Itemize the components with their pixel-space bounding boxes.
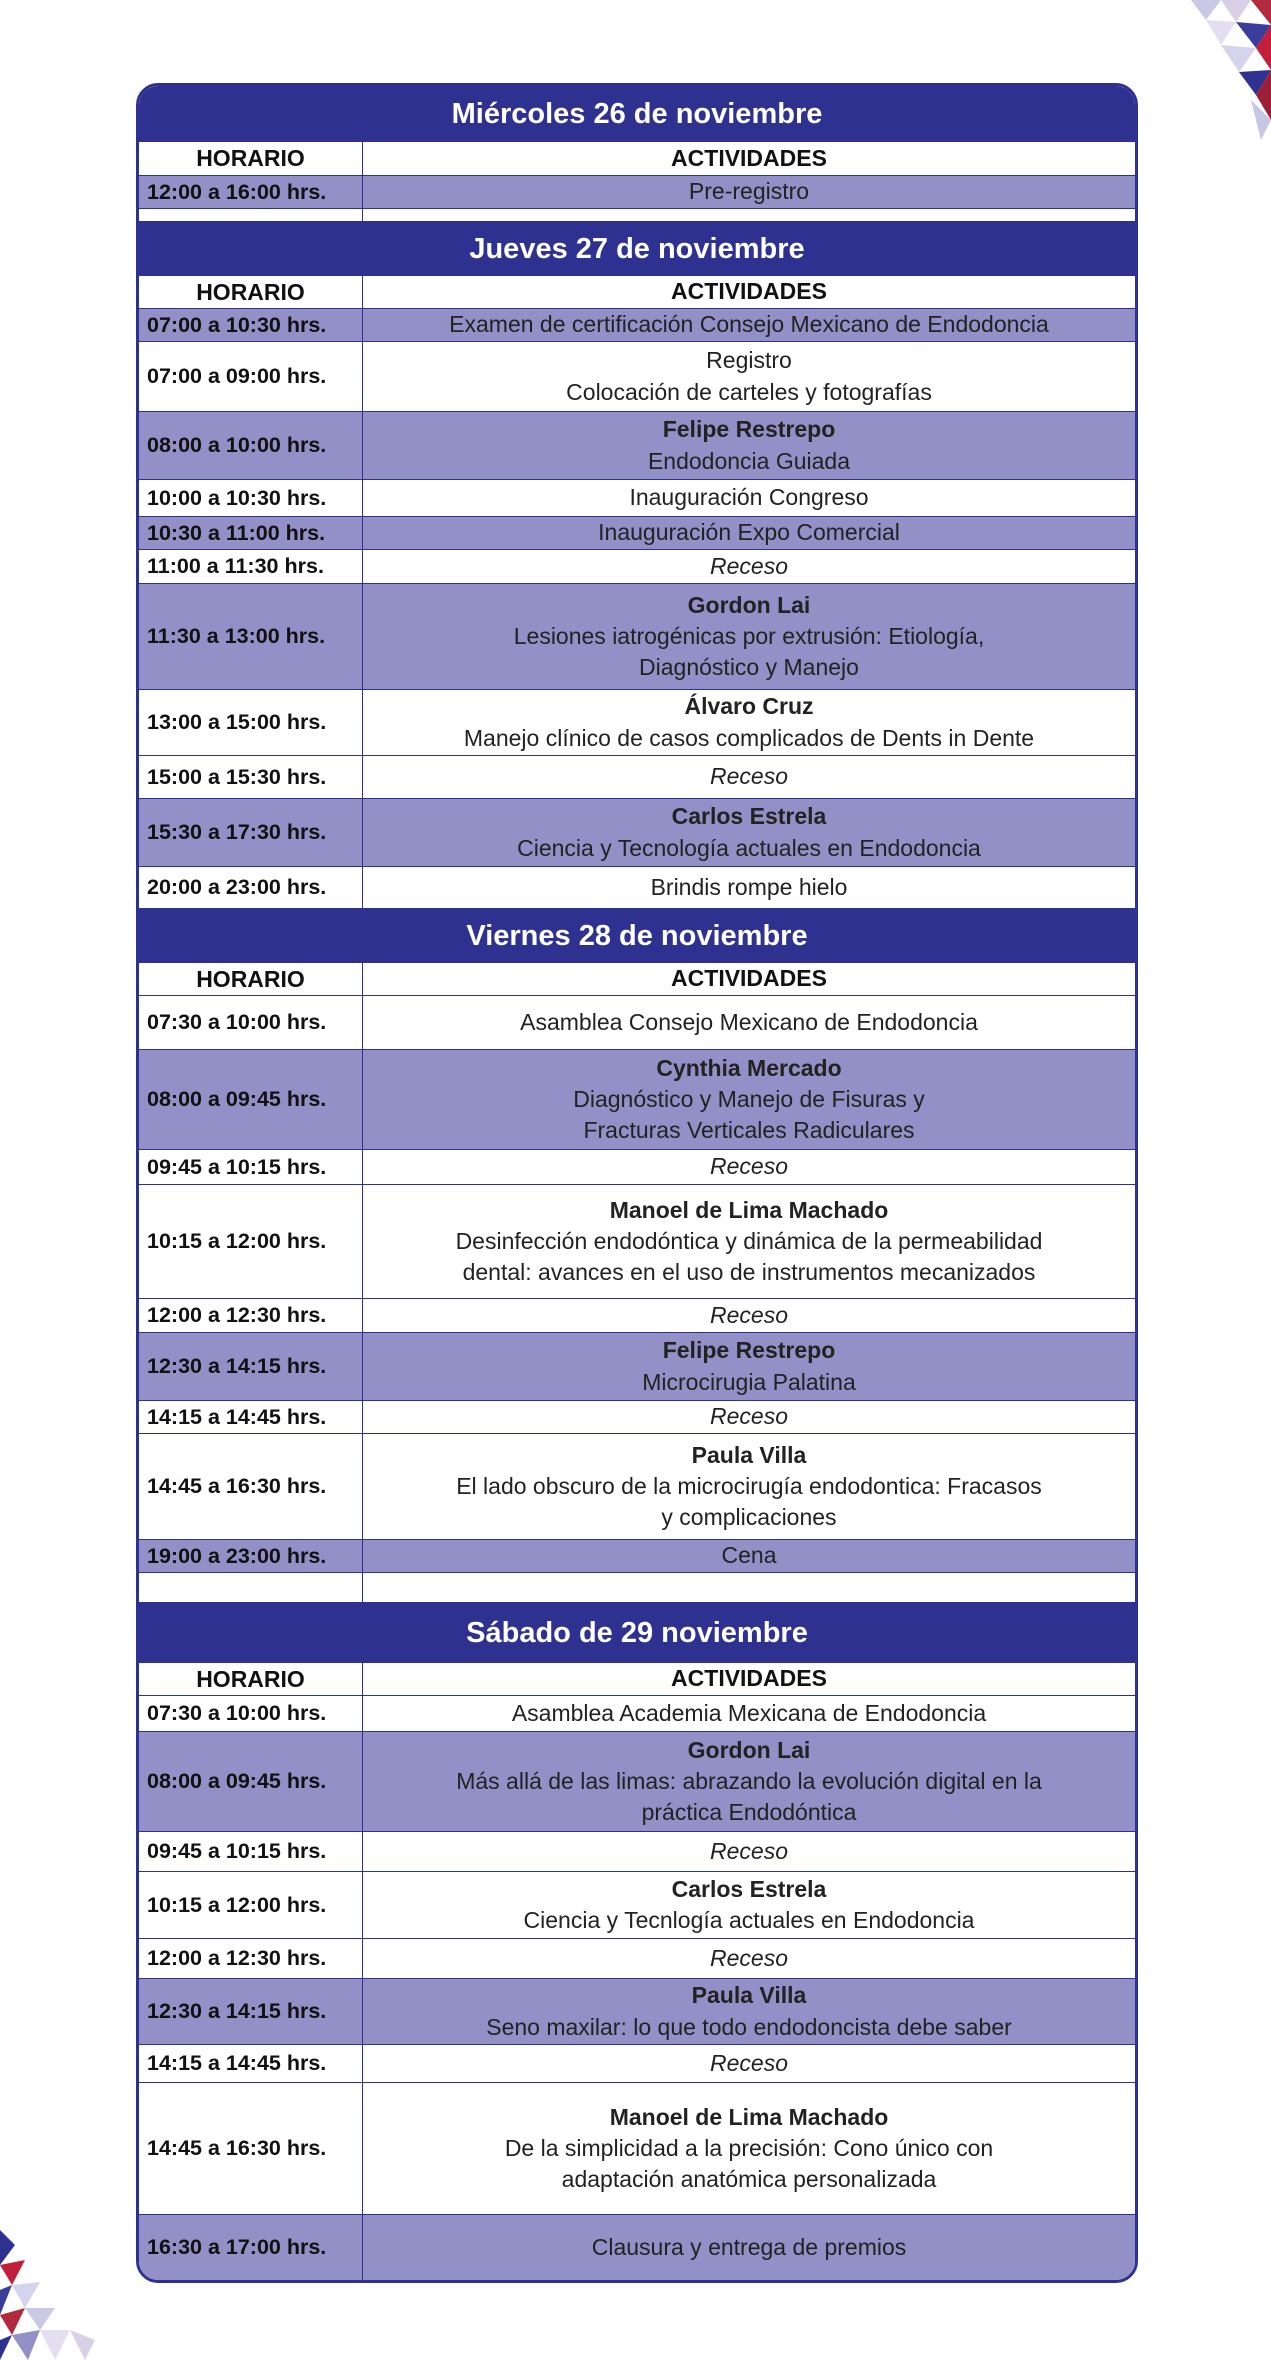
table-row [139,1832,1135,1872]
row-time: 12:00 a 12:30 hrs. [139,1299,363,1332]
table-row [139,1732,1135,1832]
activity-line: Receso [710,552,788,579]
row-time: 09:45 a 10:15 hrs. [139,1832,363,1871]
schedule-table [136,83,1138,2283]
activity-line: Ciencia y Tecnología actuales en Endodoncia [517,834,981,861]
row-time: 07:00 a 10:30 hrs. [139,309,363,341]
table-row [139,799,1135,867]
table-row [139,1434,1135,1540]
speaker-name: Gordon Lai [687,1736,811,1763]
activity-line: Receso [710,1153,788,1180]
row-time: 08:00 a 10:00 hrs. [139,412,363,479]
row-time: 12:00 a 16:00 hrs. [139,176,363,208]
activity-line: Desinfección endodóntica y dinámica de la permeabilidad [455,1227,1043,1254]
speaker-name: Manoel de Lima Machado [609,2103,889,2130]
column-header-time: HORARIO [139,963,363,995]
row-time: 16:30 a 17:00 hrs. [139,2215,363,2280]
table-row [139,2045,1135,2083]
table-row [139,517,1135,550]
table-row [139,1185,1135,1299]
activity-line: práctica Endodóntica [641,1799,857,1826]
table-row [139,867,1135,909]
speaker-name: Cynthia Mercado [656,1054,842,1081]
row-time: 08:00 a 09:45 hrs. [139,1050,363,1149]
column-header-activities: ACTIVIDADES [671,278,827,305]
table-row [139,756,1135,799]
activity-line: Brindis rompe hielo [650,873,848,900]
row-time: 10:15 a 12:00 hrs. [139,1872,363,1938]
row-time: 10:00 a 10:30 hrs. [139,480,363,516]
day-header-wednesday: Miércoles 26 de noviembre [139,86,1135,142]
column-header-row [139,276,1135,309]
row-time: 20:00 a 23:00 hrs. [139,867,363,908]
table-row [139,1333,1135,1401]
table-row [139,412,1135,480]
activity-line: Asamblea Academia Mexicana de Endodoncia [511,1699,987,1726]
row-time: 08:00 a 09:45 hrs. [139,1732,363,1831]
activity-line: Colocación de carteles y fotografías [566,378,932,405]
table-row [139,1150,1135,1185]
column-header-time: HORARIO [139,276,363,308]
activity-line: El lado obscuro de la microcirugía endodontica: Fracasos [456,1472,1042,1499]
row-time: 13:00 a 15:00 hrs. [139,690,363,755]
activity-line: Receso [710,2049,788,2076]
row-time: 12:30 a 14:15 hrs. [139,1979,363,2044]
activity-line: Receso [710,1944,788,1971]
activity-line: Diagnóstico y Manejo [639,654,859,681]
row-time: 14:15 a 14:45 hrs. [139,1401,363,1433]
activity-line: y complicaciones [661,1504,837,1531]
table-row [139,1939,1135,1979]
spacer-row [139,209,1135,222]
table-row [139,996,1135,1050]
table-row [139,480,1135,517]
column-header-time: HORARIO [139,1663,363,1695]
row-time: 10:15 a 12:00 hrs. [139,1185,363,1298]
row-time: 19:00 a 23:00 hrs. [139,1540,363,1572]
activity-line: Cena [721,1542,777,1569]
activity-line: Más allá de las limas: abrazando la evolución digital en la [456,1767,1042,1794]
corner-cube-pattern-top-right [1151,0,1271,150]
row-time: 11:00 a 11:30 hrs. [139,550,363,583]
column-header-row [139,142,1135,176]
column-header-time: HORARIO [139,142,363,175]
column-header-row [139,963,1135,996]
row-time: 15:00 a 15:30 hrs. [139,756,363,798]
activity-line: Receso [710,1301,788,1328]
row-time: 14:45 a 16:30 hrs. [139,1434,363,1539]
activity-line: Ciencia y Tecnlogía actuales en Endodoncia [523,1907,975,1933]
speaker-name: Felipe Restrepo [662,416,836,443]
table-row [139,1401,1135,1434]
activity-line: adaptación anatómica personalizada [561,2166,937,2193]
speaker-name: Felipe Restrepo [662,1337,836,1364]
row-time: 07:30 a 10:00 hrs. [139,996,363,1049]
day-header-thursday: Jueves 27 de noviembre [139,222,1135,276]
spacer-row [139,1573,1135,1603]
day-header-saturday: Sábado de 29 noviembre [139,1603,1135,1663]
speaker-name: Manoel de Lima Machado [609,1196,889,1223]
row-time: 12:30 a 14:15 hrs. [139,1333,363,1400]
table-row [139,309,1135,342]
row-time: 07:30 a 10:00 hrs. [139,1696,363,1731]
activity-line: Receso [710,1403,788,1430]
table-row [139,1540,1135,1573]
activity-line: Fracturas Verticales Radiculares [583,1117,915,1144]
table-row [139,2215,1135,2280]
row-time: 09:45 a 10:15 hrs. [139,1150,363,1184]
table-row [139,2083,1135,2215]
column-header-activities: ACTIVIDADES [671,1665,827,1692]
activity-line: De la simplicidad a la precisión: Cono único con [504,2134,994,2161]
speaker-name: Carlos Estrela [671,803,827,830]
row-time: 11:30 a 13:00 hrs. [139,584,363,689]
table-row [139,176,1135,209]
table-row [139,1696,1135,1732]
activity-line: Microcirugia Palatina [642,1368,856,1395]
activity-line: Seno maxilar: lo que todo endodoncista debe saber [486,2013,1012,2040]
table-row [139,550,1135,584]
activity-line: Examen de certificación Consejo Mexicano de Endodoncia [449,311,1049,338]
row-time: 07:00 a 09:00 hrs. [139,342,363,411]
column-header-row [139,1663,1135,1696]
activity-line: Inauguración Expo Comercial [598,519,900,546]
day-header-friday: Viernes 28 de noviembre [139,909,1135,963]
table-row [139,1050,1135,1150]
activity-line: Pre-registro [688,178,810,205]
row-time: 14:15 a 14:45 hrs. [139,2045,363,2082]
table-row [139,584,1135,690]
table-row [139,690,1135,756]
row-time: 15:30 a 17:30 hrs. [139,799,363,866]
activity-line: Receso [710,763,788,790]
table-row [139,1299,1135,1333]
row-activity [363,176,1135,208]
activity-line: Diagnóstico y Manejo de Fisuras y [573,1085,925,1112]
activity-line: Inauguración Congreso [629,484,869,511]
activity-line: dental: avances en el uso de instrumentos mecanizados [462,1259,1036,1286]
speaker-name: Carlos Estrela [671,1875,827,1902]
column-header-activities: ACTIVIDADES [671,144,827,171]
activity-line: Receso [710,1837,788,1864]
table-row [139,1979,1135,2045]
corner-cube-pattern-bottom-left [0,2230,110,2360]
activity-line: Clausura y entrega de premios [591,2233,907,2260]
activity-line: Lesiones iatrogénicas por extrusión: Etiología, [513,622,985,649]
row-time: 14:45 a 16:30 hrs. [139,2083,363,2214]
activity-line: Asamblea Consejo Mexicano de Endodoncia [520,1008,978,1035]
table-row [139,342,1135,412]
speaker-name: Álvaro Cruz [684,693,814,720]
speaker-name: Paula Villa [691,1441,807,1468]
row-time: 10:30 a 11:00 hrs. [139,517,363,549]
activity-line: Manejo clínico de casos complicados de Dents in Dente [463,724,1035,751]
table-row [139,1872,1135,1939]
speaker-name: Paula Villa [691,1982,807,2009]
row-time: 12:00 a 12:30 hrs. [139,1939,363,1978]
activity-line: Registro [706,347,792,374]
column-header-activities: ACTIVIDADES [671,965,827,992]
speaker-name: Gordon Lai [687,591,811,618]
activity-line: Endodoncia Guiada [647,447,851,474]
